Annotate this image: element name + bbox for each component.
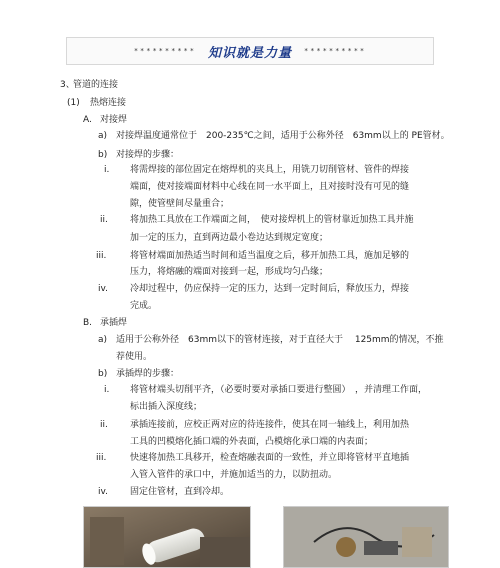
a-step-3-line-1: 将管材端面加热适当时间和适当温度之后，移开加热工具，施加足够的 [130,251,410,261]
subsection-number: (1) [67,98,80,108]
a-step-2-line-1: 将加热工具放在工作端面之间， 使对接焊机上的管材靠近加热工具并施 [130,215,414,225]
b-step-1-line-1: 将管材端头切削平齐，（必要时要对承插口要进行整圆） ，并清理工作面， [130,385,428,395]
b-step-4-line-1: 固定住管材，直到冷却。 [130,487,230,497]
b-b-number: b) [98,369,108,379]
b-step-3-line-1: 快速将加热工具移开，检查熔融表面的一致性，并立即将管材平直地插 [130,453,410,463]
banner-stars-right: ********** [304,47,367,55]
a-step-1-number: i. [104,165,110,175]
a-a-text: 对接焊温度通常位于 200-235℃之间，适用于公称外径 63mm以上的 PE管材。 [116,131,450,141]
a-step-1-line-2: 端面，使对接端面材料中心线在同一水平面上，且对接时没有可见的缝 [130,182,410,192]
header-banner [66,37,434,65]
b-step-1-line-2: 标出插入深度线； [130,402,203,412]
butt-fusion-photo [83,506,251,568]
b-b-text: 承插焊的步骤： [116,369,180,379]
b-step-2-line-1: 承插连接前，应校正两对应的待连接件，使其在同一轴线上，利用加热 [130,420,410,430]
a-step-4-number: iv. [98,284,108,294]
a-step-1-line-3: 隙，使管壁间尽量重合； [130,199,230,209]
a-b-number: b) [98,150,108,160]
b-step-2-line-2: 工具的凹模熔化插口端的外表面，凸模熔化承口端的内表面； [130,437,374,447]
a-step-3-line-2: 压力，将熔融的端面对接到一起，形成均匀凸缘； [130,267,329,277]
a-step-4-line-1: 冷却过程中，仍应保持一定的压力，达到一定时间后，释放压力，焊接 [130,284,410,294]
banner-stars-left: ********** [133,47,196,55]
subsection-title: 热熔连接 [90,98,127,108]
a-b-text: 对接焊的步骤： [116,150,180,160]
a-step-4-line-2: 完成。 [130,301,158,311]
socket-fusion-photo [283,506,449,568]
item-a-number: A. [83,115,92,125]
a-step-1-line-1: 将需焊接的部位固定在熔焊机的夹具上，用铣刀切削管材、管件的焊接 [130,165,410,175]
b-a-line-1: 适用于公称外径 63mm以下的管材连接，对于直径大于 125mm的情况，不推 [116,335,444,345]
section-number: 3、 [60,80,75,90]
a-step-2-number: ii. [100,215,108,225]
section-title: 管道的连接 [73,80,119,90]
a-step-3-number: iii. [96,251,107,261]
b-a-line-2: 荐使用。 [116,352,153,362]
b-step-2-number: ii. [100,420,108,430]
b-step-3-line-2: 入管入管件的承口中，并施加适当的力，以防扭动。 [130,470,338,480]
b-step-3-number: iii. [96,453,107,463]
banner-motto: 知识就是力量 [207,45,292,61]
b-step-1-number: i. [104,385,110,395]
item-b-title: 承插焊 [100,318,128,328]
a-a-number: a) [98,131,108,141]
b-a-number: a) [98,335,108,345]
item-b-number: B. [83,318,93,328]
item-a-title: 对接焊 [100,115,128,125]
b-step-4-number: iv. [98,487,108,497]
a-step-2-line-2: 加一定的压力，直到两边最小卷边达到规定宽度； [130,233,329,243]
